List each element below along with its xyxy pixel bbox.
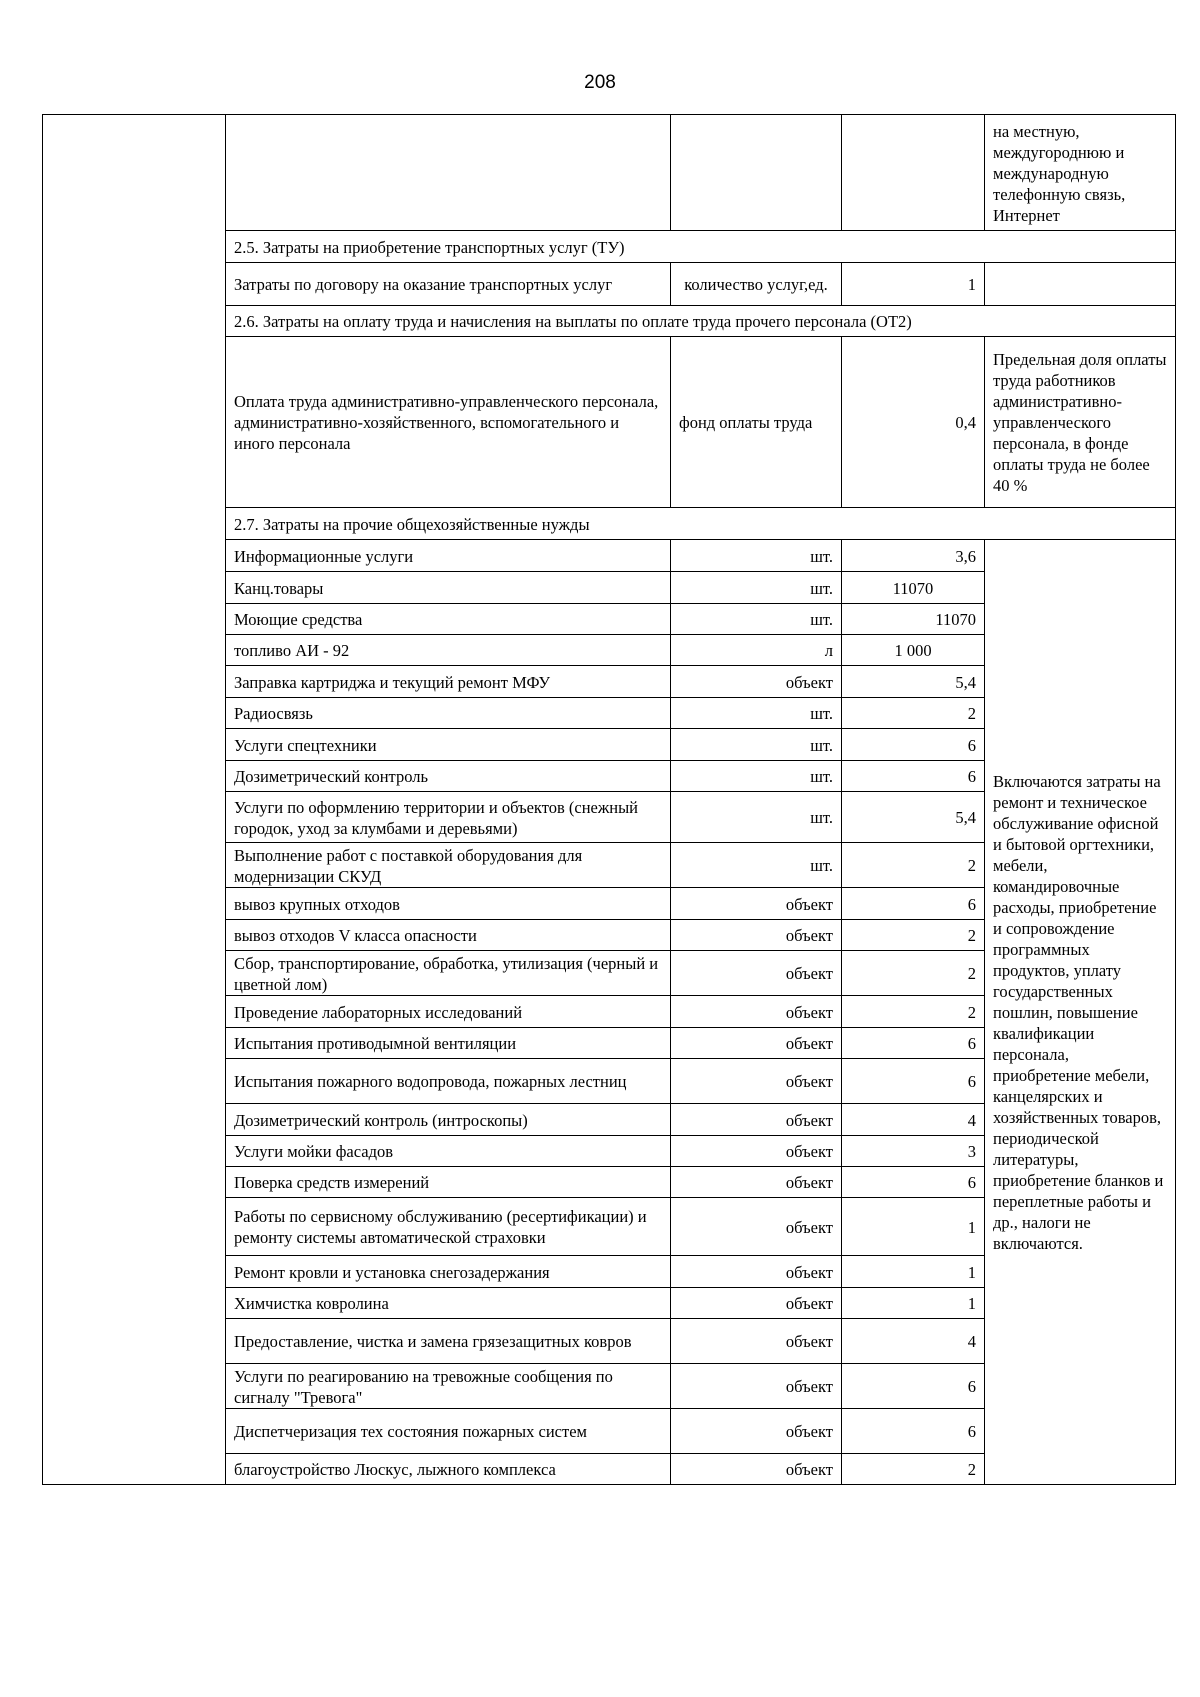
row-unit: объект	[671, 1288, 842, 1319]
row-value: 6	[842, 1028, 985, 1059]
row-unit: объект	[671, 951, 842, 996]
row-value: 1	[842, 1256, 985, 1288]
row-unit: шт.	[671, 540, 842, 572]
row-name: Услуги по реагированию на тревожные сообщения по сигналу "Тревога"	[226, 1364, 671, 1409]
row-name: Дозиметрический контроль (интроскопы)	[226, 1104, 671, 1136]
row-name: Заправка картриджа и текущий ремонт МФУ	[226, 666, 671, 698]
row-name: Предоставление, чистка и замена грязезащитных ковров	[226, 1319, 671, 1364]
row-name: вывоз крупных отходов	[226, 888, 671, 920]
row-value: 6	[842, 761, 985, 792]
table-row	[43, 115, 1176, 231]
row-value: 0,4	[842, 337, 985, 508]
row-name: Ремонт кровли и установка снегозадержания	[226, 1256, 671, 1288]
row-value: 6	[842, 1167, 985, 1198]
row-value: 6	[842, 1059, 985, 1104]
row-name: благоустройство Люскус, лыжного комплекса	[226, 1454, 671, 1485]
row-name: Канц.товары	[226, 572, 671, 604]
row-unit: шт.	[671, 604, 842, 635]
row-unit: объект	[671, 1198, 842, 1256]
row-unit: объект	[671, 1167, 842, 1198]
row-unit: шт.	[671, 572, 842, 604]
row-note: Предельная доля оплаты труда работников административно-управленческого персонала, в фонде оплаты труда не более 40 %	[985, 337, 1176, 508]
row-unit: шт.	[671, 698, 842, 729]
top-note: на местную, междугороднюю и международную телефонную связь, Интернет	[985, 115, 1176, 231]
row-unit: объект	[671, 888, 842, 920]
row-unit: объект	[671, 1136, 842, 1167]
row-name: вывоз отходов V класса опасности	[226, 920, 671, 951]
row-value: 1 000	[842, 635, 985, 666]
row-unit: шт.	[671, 761, 842, 792]
row-value: 2	[842, 951, 985, 996]
row-value: 2	[842, 843, 985, 888]
row-name: Услуги мойки фасадов	[226, 1136, 671, 1167]
section-note: Включаются затраты на ремонт и техническое обслуживание офисной и бытовой оргтехники, мебели, командировочные расходы, приобретение и сопровождение программных продуктов, уплату государственных пошлин, повышение квалификации персонала, приобретение мебели, канцелярских и хозяйственных товаров, периодической литературы, приобретение бланков и переплетные работы и др., налоги не включаются.	[985, 540, 1176, 1485]
row-value: 2	[842, 920, 985, 951]
row-value: 6	[842, 888, 985, 920]
row-value: 4	[842, 1319, 985, 1364]
row-name: Испытания пожарного водопровода, пожарных лестниц	[226, 1059, 671, 1104]
section-title-2-7: 2.7. Затраты на прочие общехозяйственные нужды	[226, 508, 1176, 540]
row-name: Услуги спецтехники	[226, 729, 671, 761]
row-unit: шт.	[671, 792, 842, 843]
row-unit: объект	[671, 920, 842, 951]
row-unit: объект	[671, 1319, 842, 1364]
row-value: 6	[842, 1409, 985, 1454]
row-name: топливо АИ - 92	[226, 635, 671, 666]
row-value: 6	[842, 1364, 985, 1409]
row-name: Работы по сервисному обслуживанию (ресертификации) и ремонту системы автоматической страховки	[226, 1198, 671, 1256]
page-number: 208	[584, 72, 616, 93]
row-name: Затраты по договору на оказание транспортных услуг	[226, 263, 671, 306]
row-name: Информационные услуги	[226, 540, 671, 572]
row-name: Радиосвязь	[226, 698, 671, 729]
row-unit: л	[671, 635, 842, 666]
row-value: 2	[842, 1454, 985, 1485]
row-value: 1	[842, 263, 985, 306]
row-unit: объект	[671, 1059, 842, 1104]
row-unit: объект	[671, 1364, 842, 1409]
row-name: Дозиметрический контроль	[226, 761, 671, 792]
section-title-2-5: 2.5. Затраты на приобретение транспортных услуг (ТУ)	[226, 231, 1176, 263]
row-value: 2	[842, 996, 985, 1028]
row-unit: объект	[671, 1454, 842, 1485]
row-name: Испытания противодымной вентиляции	[226, 1028, 671, 1059]
row-value: 5,4	[842, 792, 985, 843]
row-name: Выполнение работ с поставкой оборудования для модернизации СКУД	[226, 843, 671, 888]
cost-table	[42, 114, 1176, 1485]
left-blank-column	[43, 115, 226, 1485]
row-name: Диспетчеризация тех состояния пожарных систем	[226, 1409, 671, 1454]
row-unit: шт.	[671, 729, 842, 761]
row-name: Услуги по оформлению территории и объектов (снежный городок, уход за клумбами и деревьями)	[226, 792, 671, 843]
row-value: 3,6	[842, 540, 985, 572]
row-name: Химчистка ковролина	[226, 1288, 671, 1319]
row-unit: объект	[671, 996, 842, 1028]
row-name: Сбор, транспортирование, обработка, утилизация (черный и цветной лом)	[226, 951, 671, 996]
row-unit: объект	[671, 1104, 842, 1136]
row-value: 11070	[842, 572, 985, 604]
row-name: Оплата труда административно-управленческого персонала, административно-хозяйственного, вспомогательного и иного персонала	[226, 337, 671, 508]
row-name: Проведение лабораторных исследований	[226, 996, 671, 1028]
row-unit: объект	[671, 666, 842, 698]
row-name: Моющие средства	[226, 604, 671, 635]
row-value: 4	[842, 1104, 985, 1136]
row-value: 1	[842, 1198, 985, 1256]
row-unit: объект	[671, 1409, 842, 1454]
row-unit: количество услуг,ед.	[671, 263, 842, 306]
row-value: 1	[842, 1288, 985, 1319]
row-value: 6	[842, 729, 985, 761]
row-name: Поверка средств измерений	[226, 1167, 671, 1198]
row-unit: объект	[671, 1028, 842, 1059]
row-value: 3	[842, 1136, 985, 1167]
row-unit: фонд оплаты труда	[671, 337, 842, 508]
row-unit: объект	[671, 1256, 842, 1288]
row-value: 5,4	[842, 666, 985, 698]
section-title-2-6: 2.6. Затраты на оплату труда и начисления на выплаты по оплате труда прочего персонала (ОТ2)	[226, 306, 1176, 337]
row-value: 11070	[842, 604, 985, 635]
row-value: 2	[842, 698, 985, 729]
row-unit: шт.	[671, 843, 842, 888]
